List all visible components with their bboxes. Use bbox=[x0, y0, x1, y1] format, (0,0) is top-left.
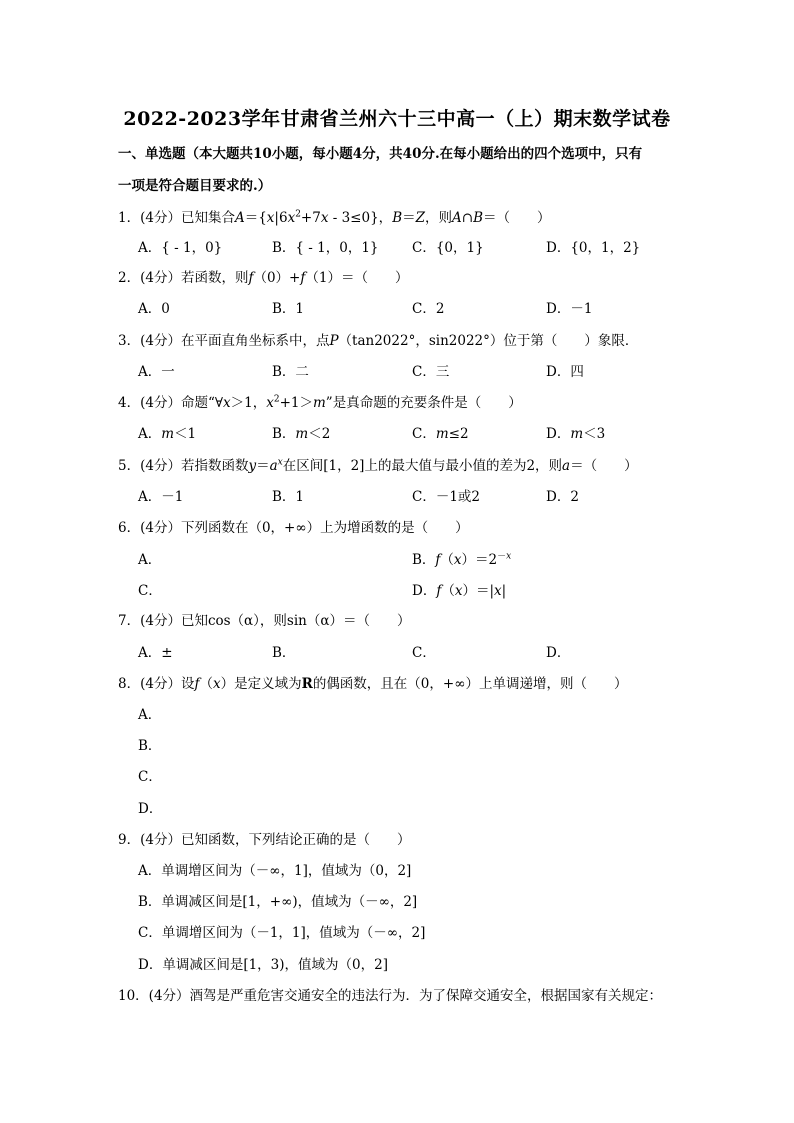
question-9-option-b: B．单调减区间是[1，+∞)，值域为（－∞，2] bbox=[138, 894, 418, 910]
section-header-line-1: 一、单选题（本大题共10小题，每小题4分，共40分.在每小题给出的四个选项中，只有 bbox=[118, 146, 643, 162]
question-4-option-c: C．m≤2 bbox=[412, 426, 469, 442]
question-5-options bbox=[138, 487, 698, 507]
question-3-option-c: C．三 bbox=[412, 364, 450, 380]
question-6-option-c: C． bbox=[138, 583, 162, 599]
question-5-stem: 5．(4分）若指数函数$y=a^x$在区间[1，2]上的最大值与最小值的差为2，则a＝（ ） bbox=[118, 457, 638, 474]
question-1-option-b: B．{ - 1，0，1} bbox=[272, 240, 379, 256]
question-4-stem: 4．(4分）命题“∀x＞1，$x^2+1>m$”是真命题的充要条件是（ ） bbox=[118, 394, 522, 411]
question-9-stem: 9．(4分）已知函数，下列结论正确的是（ ） bbox=[118, 832, 411, 848]
question-4-option-b: B．m＜2 bbox=[272, 426, 331, 442]
section-header-line-2: 一项是符合题目要求的.） bbox=[118, 178, 272, 194]
question-5-option-d: D．2 bbox=[546, 489, 579, 505]
question-1-stem: 1．(4分）已知集合$A=\{x|6x^2+7x - 3\le 0\}$，B＝Z，则A∩B＝（ ） bbox=[118, 209, 551, 226]
question-5-option-b: B．1 bbox=[272, 489, 305, 505]
question-7-stem: 7．(4分）已知cos（α），则sin（α）＝（ ） bbox=[118, 613, 411, 629]
question-2-option-c: C．2 bbox=[412, 301, 445, 317]
question-4-option-a: A．m＜1 bbox=[138, 426, 197, 442]
question-6-option-d: D．f（x）＝|x| bbox=[412, 583, 507, 599]
question-6-stem: 6．(4分）下列函数在（0，+∞）上为增函数的是（ ） bbox=[118, 520, 469, 536]
question-2-options bbox=[138, 299, 698, 319]
page-title: 2022-2023学年甘肃省兰州六十三中高一（上）期末数学试卷 bbox=[123, 108, 671, 130]
question-9-option-a: A．单调增区间为（－∞，1]，值域为（0，2] bbox=[138, 863, 412, 879]
question-9-option-d: D．单调减区间是[1，3)，值域为（0，2] bbox=[138, 957, 388, 973]
question-7-option-c: C． bbox=[412, 645, 436, 661]
question-4-options bbox=[138, 424, 698, 444]
question-1-options bbox=[138, 238, 698, 258]
question-2-option-b: B．1 bbox=[272, 301, 305, 317]
question-5-option-a: A．－1 bbox=[138, 489, 184, 505]
question-6-options-row-1 bbox=[138, 550, 698, 570]
question-5-option-c: C．－1或2 bbox=[412, 489, 481, 505]
section-header bbox=[118, 138, 698, 202]
question-1-option-c: C．{0，1} bbox=[412, 240, 484, 256]
question-3-option-a: A．一 bbox=[138, 364, 175, 380]
question-3-stem: 3．(4分）在平面直角坐标系中，点P（tan2022°，sin2022°）位于第（ ）象限． bbox=[118, 333, 639, 349]
question-8-option-c: C． bbox=[138, 769, 162, 785]
question-1-option-d: D．{0，1，2} bbox=[546, 240, 641, 256]
question-7-options bbox=[138, 643, 698, 663]
question-6-option-b: B．$f(x)=2^{-x}$ bbox=[412, 551, 512, 568]
question-7-option-a: A．± bbox=[138, 645, 173, 661]
question-6-option-a: A． bbox=[138, 552, 162, 568]
question-3-option-d: D．四 bbox=[546, 364, 584, 380]
question-2-option-d: D．－1 bbox=[546, 301, 593, 317]
question-6-options-row-2 bbox=[138, 581, 698, 601]
question-10-stem: 10．(4分）酒驾是严重危害交通安全的违法行为．为了保障交通安全，根据国家有关规定： bbox=[118, 988, 663, 1004]
question-4-option-d: D．m＜3 bbox=[546, 426, 606, 442]
question-3-option-b: B．二 bbox=[272, 364, 309, 380]
question-7-option-b: B． bbox=[272, 645, 296, 661]
question-8-option-a: A． bbox=[138, 707, 162, 723]
question-3-options bbox=[138, 362, 698, 382]
question-2-stem: 2．(4分）若函数，则f（0）+f（1）＝（ ） bbox=[118, 270, 409, 286]
question-2-option-a: A．0 bbox=[138, 301, 170, 317]
question-1-option-a: A．{ - 1，0} bbox=[138, 240, 223, 256]
question-7-option-d: D． bbox=[546, 645, 571, 661]
question-8-stem: 8．(4分）设f（x）是定义域为R的偶函数，且在（0，+∞）上单调递增，则（ ） bbox=[118, 676, 628, 692]
question-8-option-b: B． bbox=[138, 738, 162, 754]
question-9-option-c: C．单调增区间为（－1，1]，值域为（－∞，2] bbox=[138, 925, 426, 941]
question-8-option-d: D． bbox=[138, 801, 163, 817]
